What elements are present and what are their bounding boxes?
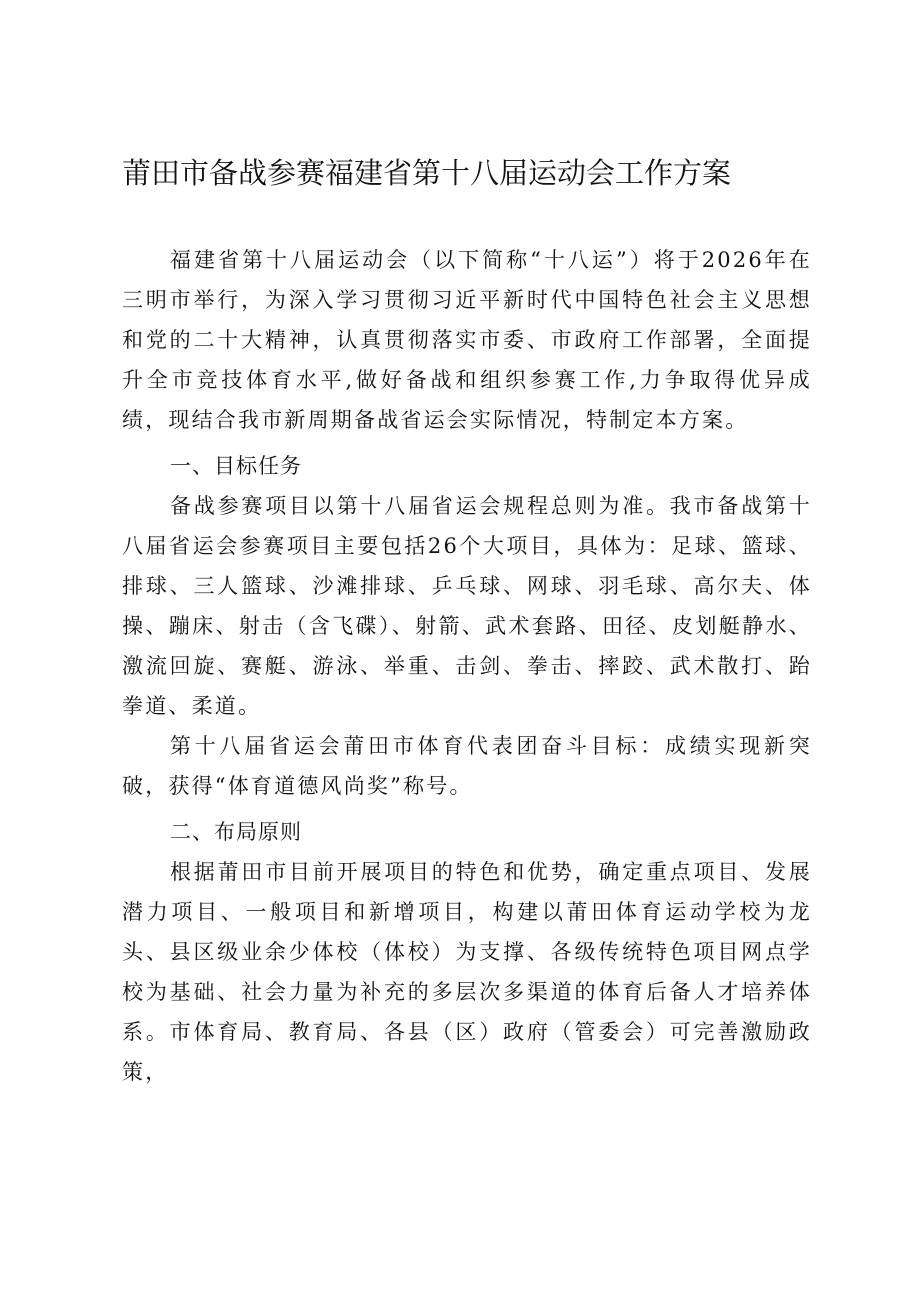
- goals-paragraph-events: 备战参赛项目以第十八届省运会规程总则为准。我市备战第十八届省运会参赛项目主要包括26个大项目，具体为：足球、篮球、排球、三人篮球、沙滩排球、乒乓球、网球、羽毛球、高尔夫、体操、蹦床、射击（含飞碟）、射箭、武术套路、田径、皮划艇静水、激流回旋、赛艇、游泳、举重、击剑、拳击、摔跤、武术散打、跆拳道、柔道。: [122, 494, 812, 718]
- principles-paragraph: 根据莆田市目前开展项目的特色和优势，确定重点项目、发展潜力项目、一般项目和新增项目，构建以莆田体育运动学校为龙头、县区级业余少体校（体校）为支撑、各级传统特色项目网点学校为基础、社会力量为补充的多层次多渠道的体育后备人才培养体系。市体育局、教育局、各县（区）政府（管委会）可完善激励政策，: [122, 860, 812, 1084]
- section-heading-goals: 一、目标任务: [170, 454, 302, 478]
- document-body: [122, 240, 812, 1092]
- section-heading-principles: 二、布局原则: [170, 820, 302, 844]
- intro-paragraph: 福建省第十八届运动会（以下简称“十八运”）将于2026年在三明市举行，为深入学习贯彻习近平新时代中国特色社会主义思想和党的二十大精神，认真贯彻落实市委、市政府工作部署，全面提升全市竞技体育水平,做好备战和组织参赛工作,力争取得优异成绩，现结合我市新周期备战省运会实际情况，特制定本方案。: [122, 248, 812, 432]
- document-title: 莆田市备战参赛福建省第十八届运动会工作方案: [122, 156, 732, 190]
- goals-paragraph-target: 第十八届省运会莆田市体育代表团奋斗目标：成绩实现新突破，获得“体育道德风尚奖”称号。: [122, 734, 812, 798]
